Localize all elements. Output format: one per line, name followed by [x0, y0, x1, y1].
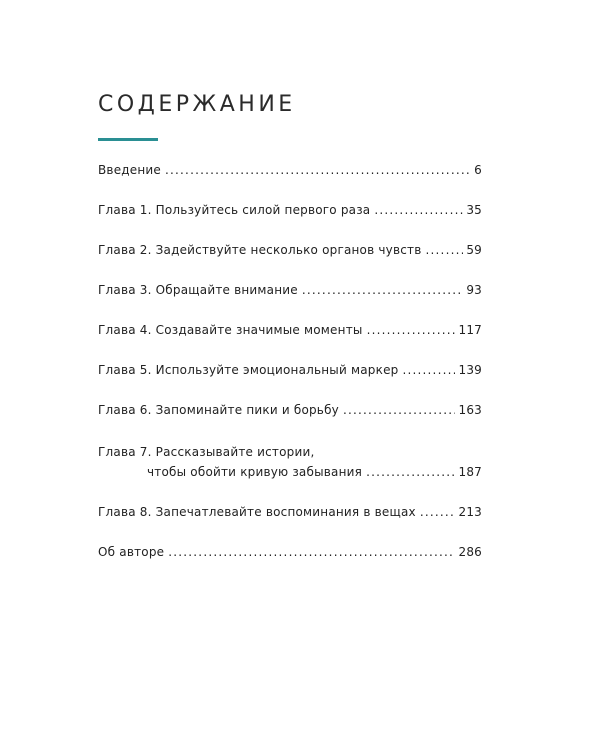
title-accent-rule	[98, 138, 158, 141]
toc-entry-title: Введение	[98, 163, 161, 177]
dot-leader	[302, 280, 463, 300]
toc-entry-chapter-5[interactable]	[98, 360, 482, 380]
dot-leader	[366, 462, 455, 482]
toc-entry-chapter-2[interactable]	[98, 240, 482, 260]
dot-leader	[165, 160, 471, 180]
dot-leader	[168, 542, 455, 562]
dot-leader	[426, 240, 464, 260]
toc-entry-page: 187	[458, 465, 482, 479]
toc-entry-page: 213	[458, 505, 482, 519]
dot-leader	[420, 502, 456, 522]
page-title: СОДЕРЖАНИЕ	[98, 92, 296, 117]
toc-entry-page: 59	[466, 243, 482, 257]
toc-entry-title: Пользуйтесь силой первого раза	[155, 203, 371, 217]
toc-entry-chapter-7[interactable]	[98, 440, 482, 482]
dot-leader	[402, 360, 455, 380]
toc-entry-title: Создавайте значимые моменты	[155, 323, 363, 337]
dot-leader	[367, 320, 456, 340]
toc-entry-page: 286	[458, 545, 482, 559]
toc-entry-label: Глава 7.	[98, 445, 152, 459]
toc-entry-title-line2: чтобы обойти кривую забывания	[147, 465, 363, 479]
toc-entry-page: 35	[466, 203, 482, 217]
toc-entry-title: Запоминайте пики и борьбу	[155, 403, 339, 417]
toc-entry-label: Глава 8.	[98, 505, 152, 519]
toc-entry-line1	[98, 442, 362, 462]
toc-entry-title: Запечатлевайте воспоминания в вещах	[155, 505, 416, 519]
toc-entry-label: Глава 5.	[98, 363, 152, 377]
toc-entry-page: 117	[458, 323, 482, 337]
toc-entry-page: 6	[474, 163, 482, 177]
dot-leader	[343, 400, 456, 420]
toc-entry-chapter-6[interactable]	[98, 400, 482, 420]
dot-leader	[374, 200, 463, 220]
toc-entry-label: Глава 3.	[98, 283, 152, 297]
toc-entry-page: 163	[458, 403, 482, 417]
toc-entry-title: Об авторе	[98, 545, 165, 559]
toc-entry-title: Задействуйте несколько органов чувств	[155, 243, 422, 257]
toc-entry-chapter-1[interactable]	[98, 200, 482, 220]
toc-entry-label: Глава 6.	[98, 403, 152, 417]
toc-entry-title: Используйте эмоциональный маркер	[155, 363, 399, 377]
toc-entry-introduction[interactable]	[98, 160, 482, 180]
toc-entry-label: Глава 1.	[98, 203, 152, 217]
toc-entry-chapter-3[interactable]	[98, 280, 482, 300]
toc-entry-title-block	[98, 442, 362, 482]
table-of-contents	[98, 160, 482, 562]
toc-entry-chapter-8[interactable]	[98, 502, 482, 522]
toc-entry-label: Глава 2.	[98, 243, 152, 257]
toc-entry-title: Рассказывайте истории,	[155, 445, 315, 459]
toc-entry-page: 93	[466, 283, 482, 297]
toc-entry-about-author[interactable]	[98, 542, 482, 562]
toc-entry-title: Обращайте внимание	[155, 283, 298, 297]
toc-entry-page: 139	[458, 363, 482, 377]
toc-entry-label: Глава 4.	[98, 323, 152, 337]
toc-entry-chapter-4[interactable]	[98, 320, 482, 340]
